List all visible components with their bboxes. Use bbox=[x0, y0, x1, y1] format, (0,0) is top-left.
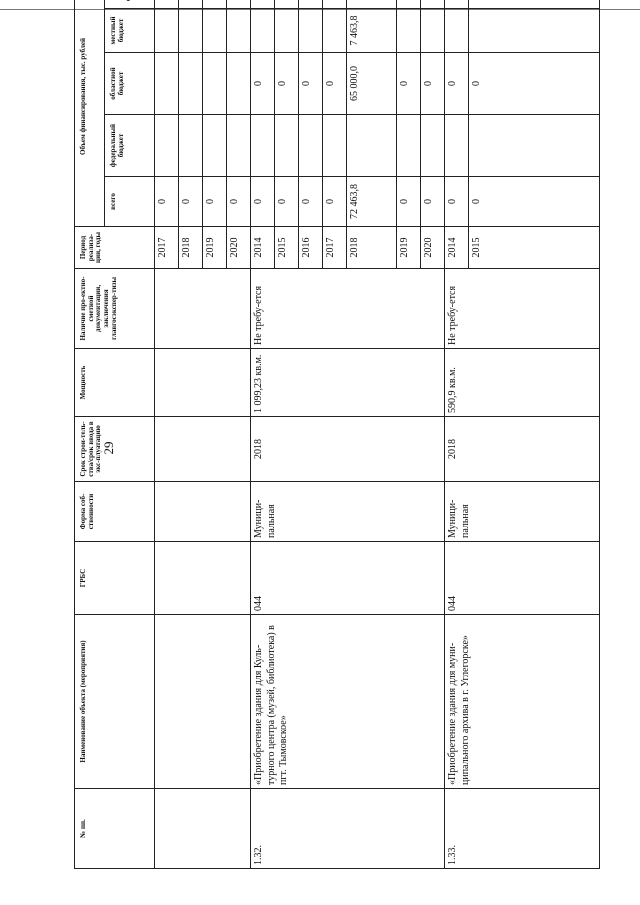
cell-total: 0 bbox=[397, 177, 421, 227]
header-grbs: ГРБС bbox=[75, 542, 155, 615]
cell-year: 2020 bbox=[227, 227, 251, 269]
cell-name: «Приобретение здания для Куль-турного центра (музей, библиотека) в пгт. Тымовское» bbox=[251, 615, 445, 789]
table-row bbox=[445, 0, 469, 869]
cell-year: 2018 bbox=[179, 227, 203, 269]
cell-attracted bbox=[155, 0, 179, 9]
cell-ownership bbox=[155, 482, 251, 542]
cell-year: 2019 bbox=[397, 227, 421, 269]
rotated-table-wrapper bbox=[74, 13, 600, 869]
cell-attracted bbox=[397, 0, 421, 9]
cell-regional: 0 bbox=[421, 53, 445, 115]
cell-grbs: 044 bbox=[445, 542, 600, 615]
cell-local bbox=[155, 9, 179, 53]
cell-federal bbox=[227, 115, 251, 177]
cell-attracted bbox=[445, 0, 469, 9]
cell-total: 0 bbox=[227, 177, 251, 227]
cell-term: 2018 bbox=[445, 417, 600, 482]
cell-federal bbox=[179, 115, 203, 177]
cell-attracted bbox=[203, 0, 227, 9]
cell-federal bbox=[445, 115, 469, 177]
cell-year: 2014 bbox=[445, 227, 469, 269]
cell-regional: 0 bbox=[445, 53, 469, 115]
cell-local bbox=[299, 9, 323, 53]
cell-local bbox=[397, 9, 421, 53]
cell-total: 0 bbox=[275, 177, 299, 227]
cell-regional: 65 000,0 bbox=[347, 53, 397, 115]
header-name: Наименование объекта (мероприятия) bbox=[75, 615, 155, 789]
cell-local bbox=[323, 9, 347, 53]
cell-docs: Не требу-ется bbox=[251, 269, 445, 349]
header-total: всего bbox=[105, 177, 155, 227]
cell-attracted bbox=[347, 0, 397, 9]
cell-federal bbox=[251, 115, 275, 177]
cell-local bbox=[445, 9, 469, 53]
header-ownership: Форма соб-ственности bbox=[75, 482, 155, 542]
header-period: Период реализа-ции, годы bbox=[75, 227, 155, 269]
cell-regional bbox=[203, 53, 227, 115]
cell-federal bbox=[323, 115, 347, 177]
cell-federal bbox=[155, 115, 179, 177]
cell-year: 2015 bbox=[275, 227, 299, 269]
header-federal: федеральный бюджет bbox=[105, 115, 155, 177]
cell-total: 0 bbox=[179, 177, 203, 227]
cell-grbs: 044 bbox=[251, 542, 445, 615]
cell-total: 72 463,8 bbox=[347, 177, 397, 227]
cell-federal bbox=[299, 115, 323, 177]
header-financing: Объем финансирования, тыс. рублей bbox=[75, 0, 105, 227]
header-term: Срок строи-тель-ства/срок ввода в экс-плуатацию bbox=[75, 417, 155, 482]
cell-ownership: Муници-пальная bbox=[251, 482, 445, 542]
cell-local bbox=[179, 9, 203, 53]
cell-capacity bbox=[155, 349, 251, 417]
cell-local bbox=[251, 9, 275, 53]
cell-regional: 0 bbox=[469, 53, 600, 115]
cell-docs: Не требу-ется bbox=[445, 269, 600, 349]
cell-regional: 0 bbox=[275, 53, 299, 115]
cell-year: 2014 bbox=[251, 227, 275, 269]
cell-regional bbox=[179, 53, 203, 115]
cell-attracted bbox=[323, 0, 347, 9]
cell-name bbox=[155, 615, 251, 789]
cell-regional: 0 bbox=[323, 53, 347, 115]
cell-federal bbox=[469, 115, 600, 177]
cell-regional: 0 bbox=[397, 53, 421, 115]
cell-local bbox=[469, 9, 600, 53]
cell-federal bbox=[397, 115, 421, 177]
cell-attracted bbox=[275, 0, 299, 9]
cell-local bbox=[421, 9, 445, 53]
cell-total: 0 bbox=[469, 177, 600, 227]
cell-local bbox=[275, 9, 299, 53]
cell-year: 2017 bbox=[323, 227, 347, 269]
cell-term: 2018 bbox=[251, 417, 445, 482]
cell-total: 0 bbox=[203, 177, 227, 227]
cell-attracted bbox=[179, 0, 203, 9]
cell-ownership: Муници-пальная bbox=[445, 482, 600, 542]
cell-attracted bbox=[227, 0, 251, 9]
cell-year: 2017 bbox=[155, 227, 179, 269]
cell-total: 0 bbox=[155, 177, 179, 227]
cell-total: 0 bbox=[323, 177, 347, 227]
cell-regional: 0 bbox=[299, 53, 323, 115]
cell-year: 2019 bbox=[203, 227, 227, 269]
cell-attracted bbox=[251, 0, 275, 9]
cell-total: 0 bbox=[445, 177, 469, 227]
financing-table bbox=[74, 0, 600, 869]
cell-capacity: 590,9 кв.м. bbox=[445, 349, 600, 417]
cell-federal bbox=[347, 115, 397, 177]
cell-num: 1.32. bbox=[251, 789, 445, 869]
cell-name: «Приобретение здания для муни-ципального архива в г. Углегорске» bbox=[445, 615, 600, 789]
cell-local: 7 463,8 bbox=[347, 9, 397, 53]
table-row bbox=[155, 0, 179, 869]
header-attracted bbox=[105, 0, 155, 9]
header-docs: Наличие про-ектно-сметной документации, заключения главгосэкспер-тизы bbox=[75, 269, 155, 349]
cell-year: 2015 bbox=[469, 227, 600, 269]
cell-num: 1.33. bbox=[445, 789, 600, 869]
header-local: местный бюджет bbox=[105, 9, 155, 53]
cell-year: 2020 bbox=[421, 227, 445, 269]
cell-regional: 0 bbox=[251, 53, 275, 115]
cell-total: 0 bbox=[251, 177, 275, 227]
table-row bbox=[251, 0, 275, 869]
cell-total: 0 bbox=[299, 177, 323, 227]
cell-num bbox=[155, 789, 251, 869]
cell-grbs bbox=[155, 542, 251, 615]
cell-attracted bbox=[299, 0, 323, 9]
page-number: 29 bbox=[101, 441, 116, 455]
cell-capacity: 1 099,23 кв.м. bbox=[251, 349, 445, 417]
cell-regional bbox=[227, 53, 251, 115]
cell-federal bbox=[421, 115, 445, 177]
header-regional: областной бюджет bbox=[105, 53, 155, 115]
cell-year: 2018 bbox=[347, 227, 397, 269]
cell-year: 2016 bbox=[299, 227, 323, 269]
cell-local bbox=[227, 9, 251, 53]
cell-attracted bbox=[469, 0, 600, 9]
cell-term bbox=[155, 417, 251, 482]
cell-docs bbox=[155, 269, 251, 349]
cell-federal bbox=[203, 115, 227, 177]
cell-regional bbox=[155, 53, 179, 115]
cell-federal bbox=[275, 115, 299, 177]
cell-total: 0 bbox=[421, 177, 445, 227]
header-capacity: Мощность bbox=[75, 349, 155, 417]
cell-local bbox=[203, 9, 227, 53]
header-num: № пп. bbox=[75, 789, 155, 869]
cell-attracted bbox=[421, 0, 445, 9]
